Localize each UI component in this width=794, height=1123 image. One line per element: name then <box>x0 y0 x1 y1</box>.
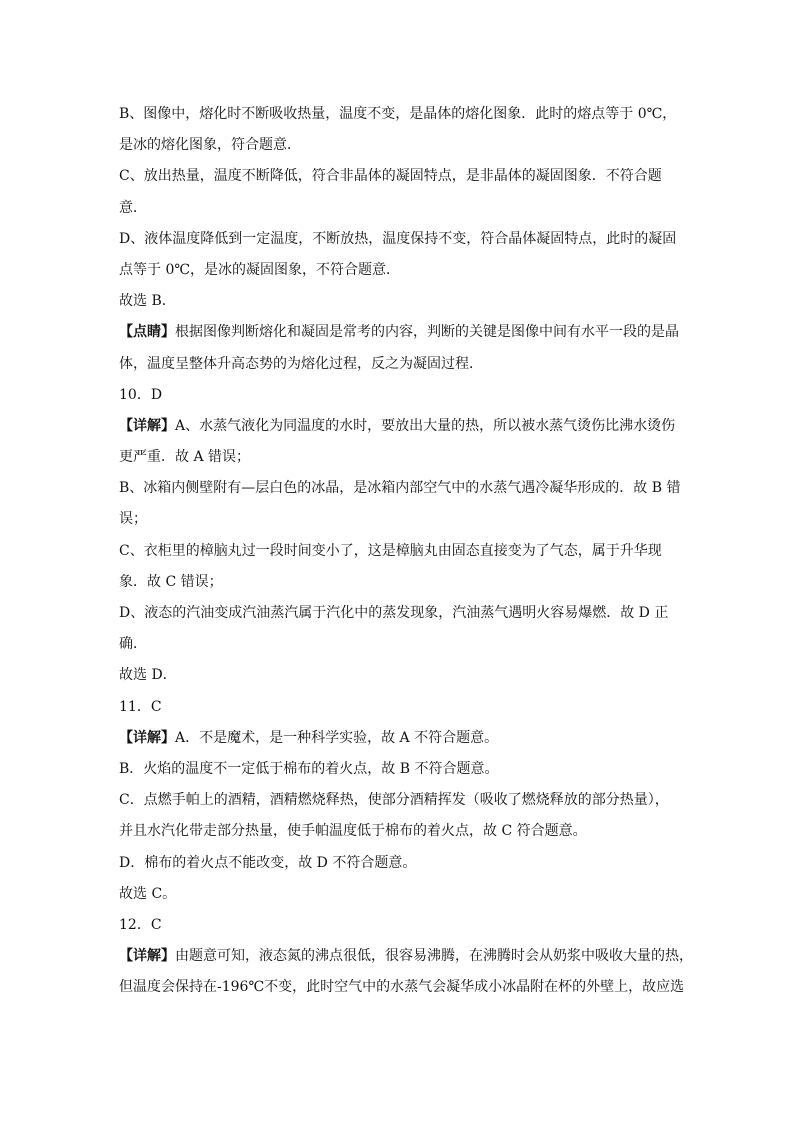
section-text: 由题意可知，液态氮的沸点很低，很容易沸腾，在沸腾时会从奶浆中吸收大量的热， <box>175 948 693 965</box>
text-line: C、放出热量，温度不断降低，符合非晶体的凝固特点，是非晶体的凝固图象．不符合题 <box>119 168 662 185</box>
text-line: B．火焰的温度不一定低于棉布的着火点，故 B 不符合题意。 <box>119 760 499 777</box>
section-label: 【详解】 <box>119 729 175 746</box>
text-line: 但温度会保持在-196℃不变，此时空气中的水蒸气会凝华成小冰晶附在杯的外壁上，故应选 <box>119 979 685 996</box>
question-number: 12．C <box>119 916 162 933</box>
text-line: 意． <box>119 199 147 216</box>
text-line <box>119 941 693 972</box>
section-label: 【详解】 <box>119 948 175 965</box>
text-line: 点等于 0℃，是冰的凝固图象，不符合题意． <box>119 261 401 278</box>
text-line: 故选 B． <box>119 293 176 310</box>
section-text: A、水蒸气液化为同温度的水时，要放出大量的热，所以被水蒸气烫伤比沸水烫伤 <box>175 417 676 434</box>
question-number: 11．C <box>119 698 162 715</box>
text-line: D、液态的汽油变成汽油蒸汽属于汽化中的蒸发现象，汽油蒸气遇明火容易爆燃．故 D 正 <box>119 605 669 621</box>
text-line: 故选 D． <box>119 667 177 684</box>
text-line: 误； <box>119 511 147 528</box>
text-line: 并且水汽化带走部分热量，使手帕温度低于棉布的着火点，故 C 符合题意。 <box>119 823 587 840</box>
text-line: D、液体温度降低到一定温度，不断放热，温度保持不变，符合晶体凝固特点，此时的凝固 <box>119 230 677 247</box>
question-number: 10．D <box>119 386 163 403</box>
document-body <box>119 99 693 1003</box>
text-line: C、衣柜里的樟脑丸过一段时间变小了，这是樟脑丸由固态直接变为了气态，属于升华现 <box>119 542 662 559</box>
text-line: 故选 C。 <box>119 885 177 902</box>
text-line: 象．故 C 错误； <box>119 573 223 590</box>
text-line <box>119 411 679 442</box>
text-line: C．点燃手帕上的酒精，酒精燃烧释热，使部分酒精挥发（吸收了燃烧释放的部分热量）， <box>119 792 669 809</box>
text-line: B、冰箱内侧壁附有—层白色的冰晶，是冰箱内部空气中的水蒸气遇冷凝华形成的．故 B 错 <box>119 480 681 497</box>
text-line: 体，温度呈整体升高态势的为熔化过程，反之为凝固过程． <box>119 355 483 372</box>
text-line: 确． <box>119 636 147 653</box>
text-line <box>119 723 679 754</box>
text-line: D．棉布的着火点不能改变，故 D 不符合题意。 <box>119 854 417 871</box>
section-text: 根据图像判断熔化和凝固是常考的内容，判断的关键是图像中间有水平一段的是晶 <box>175 324 679 341</box>
section-label: 【详解】 <box>119 417 175 434</box>
text-line <box>119 317 679 348</box>
section-label: 【点睛】 <box>119 324 175 341</box>
text-line: 更严重．故 A 错误； <box>119 449 251 466</box>
text-line: B、图像中，熔化时不断吸收热量，温度不变，是晶体的熔化图象．此时的熔点等于 0℃， <box>119 106 677 122</box>
section-text: A．不是魔术，是一种科学实验，故 A 不符合题意。 <box>175 729 499 746</box>
text-line: 是冰的熔化图象，符合题意． <box>119 137 301 154</box>
